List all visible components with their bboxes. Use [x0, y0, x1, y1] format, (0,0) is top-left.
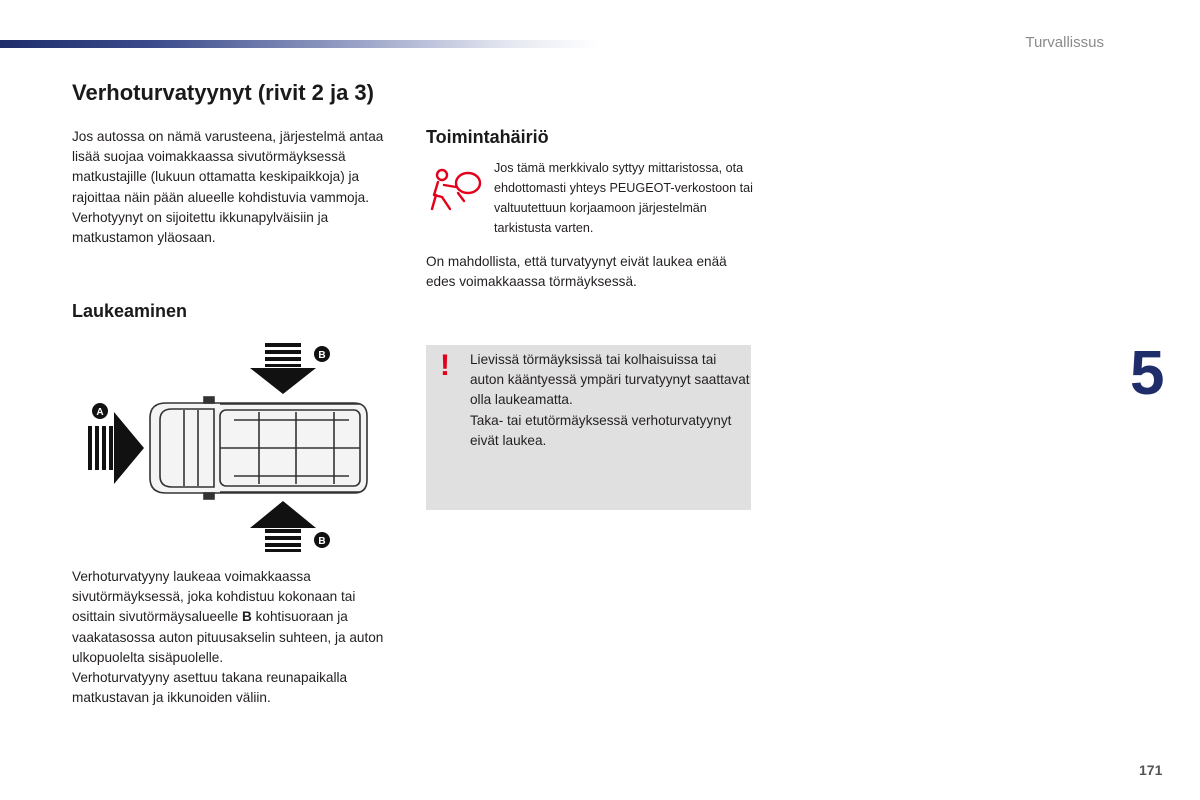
warning-text — [470, 350, 750, 451]
label-a: A — [96, 407, 104, 418]
exclamation-icon: ! — [440, 349, 450, 382]
deployment-text-part: Verhoturvatyyny laukeaa voimakkaassa sivutörmäyksessä, joka kohdistuu kokonaan tai osittain sivutörmäysalueelle — [72, 569, 356, 625]
deployment-text — [72, 567, 397, 708]
intro-paragraph: Verhotyynyt on sijoitettu ikkunapylväisiin ja matkustamon yläosaan. — [72, 209, 329, 246]
page-title: Verhoturvatyynyt (rivit 2 ja 3) — [72, 80, 374, 105]
deployment-paragraph: Verhoturvatyyny asettuu takana reunapaikalla matkustavan ja ikkunoiden väliin. — [72, 670, 348, 706]
label-b-bottom: B — [318, 536, 326, 547]
intro-text — [72, 127, 397, 248]
intro-paragraph: Jos autossa on nämä varusteena, järjestelmä antaa lisää suojaa voimakkaassa sivutörmäyksessä matkustajille (lukuun ottamatta keskipaikkoja) ja rajoittaa näin pään alueelle kohdistuvia vammoja. — [72, 129, 384, 205]
warning-paragraph: Taka- tai etutörmäyksessä verhoturvatyynyt eivät laukea. — [470, 412, 732, 448]
malfunction-icon-text: Jos tämä merkkivalo syttyy mittaristossa, ota ehdottomasti yhteys PEUGEOT-verkostoon tai valtuutettuun korjaamoon järjestelmän tarkistusta varten. — [494, 161, 753, 235]
zone-b-label: B — [242, 609, 252, 625]
label-b-top: B — [318, 350, 326, 361]
deployment-paragraph — [72, 567, 397, 668]
warning-paragraph: Lievissä törmäyksissä tai kolhaisuissa tai auton kääntyessä ympäri turvatyynyt saattavat olla laukeamatta. — [470, 352, 750, 408]
page-number: 171 — [1139, 762, 1163, 778]
header-bar — [0, 40, 600, 48]
warning-box — [426, 345, 751, 510]
impact-arrow-icon — [88, 412, 144, 484]
impact-arrow-icon — [250, 501, 316, 552]
airbag-warning-icon — [428, 165, 486, 215]
malfunction-text: On mahdollista, että turvatyynyt eivät laukea enää edes voimakkaassa törmäyksessä. — [426, 254, 727, 290]
malfunction-heading: Toimintahäiriö — [426, 127, 549, 147]
deployment-text-part: kohtisuoraan ja vaakatasossa auton pituusakselin suhteen, ja auton ulkopuolelta sisäpuolelle. — [72, 609, 384, 665]
section-title: Turvallissus — [1025, 34, 1104, 51]
impact-arrow-icon — [250, 343, 316, 394]
deployment-heading: Laukeaminen — [72, 301, 188, 321]
chapter-number: 5 — [1130, 339, 1165, 408]
car-top-view-icon — [150, 397, 367, 499]
deployment-diagram — [84, 338, 374, 553]
